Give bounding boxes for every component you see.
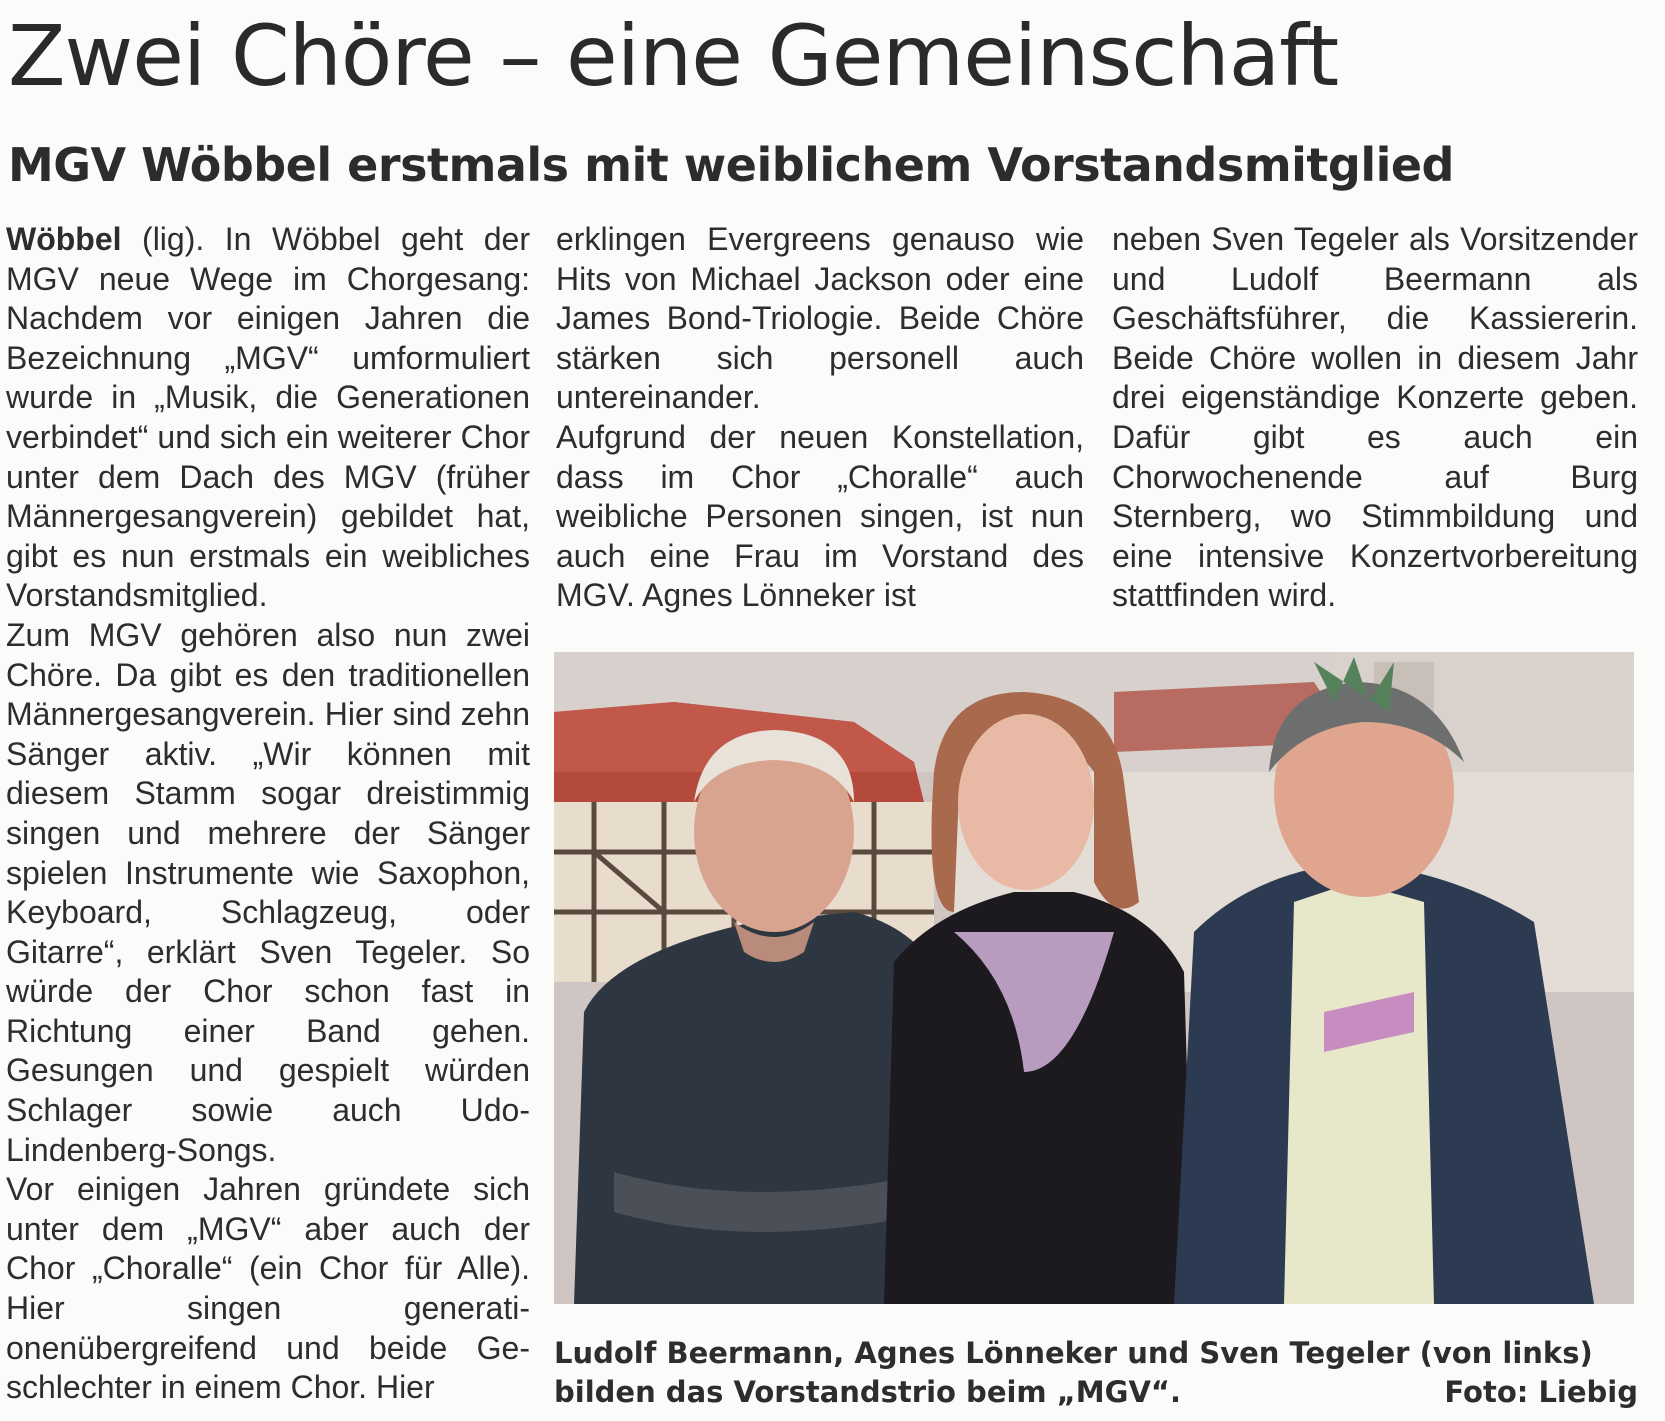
paragraph: Vor einigen Jahren gründete sich unter dem „MGV“ aber auch der Chor „Choralle“ (ein Chor für Alle). Hier singen generationenübergreifend und beide Geschlechter in einem Chor. Hier [6, 1171, 530, 1406]
paragraph: neben Sven Tegeler als Vorsitzender und Ludolf Beermann als Geschäftsführer, die Kassiererin. Beide Chöre wollen in diesem Jahr drei eigenständige Konzerte geben. Dafür gibt es auch ein Chorwochenende auf Burg Sternberg, wo Stimmbildung und eine intensive Konzertvorbereitung stattfinden wird. [1112, 221, 1638, 614]
headline: Zwei Chöre – eine Gemeinschaft [8, 7, 1339, 105]
article-column-2 [556, 220, 1084, 616]
paragraph: erklingen Evergreens genauso wie Hits von Michael Jackson oder eine James Bond-Triologie. Beide Chöre stärken sich personell auch untereinander. [556, 221, 1084, 416]
photo-credit: Foto: Liebig [1444, 1375, 1638, 1409]
photo-illustration [554, 652, 1634, 1304]
paragraph: Aufgrund der neuen Konstellation, dass im Chor „Choralle“ auch weibliche Personen singen, ist nun auch eine Frau im Vorstand des MGV. Agnes Lönneker ist [556, 418, 1084, 614]
dateline: Wöbbel [6, 221, 122, 257]
article-photo [554, 652, 1634, 1304]
article-column-1 [6, 220, 530, 1408]
caption-line-2: bilden das Vorstandstrio beim „MGV“. [554, 1375, 1181, 1409]
caption-line-1: Ludolf Beermann, Agnes Lönneker und Sven Tegeler (von links) [554, 1336, 1593, 1370]
paragraph: Zum MGV gehören also nun zwei Chöre. Da gibt es den traditionellen Männergesangverein. Hier sind zehn Sänger aktiv. „Wir können mit diesem Stamm sogar dreistimmig singen und mehrere der Sänger spielen Instrumente wie Saxophon, Keyboard, Schlagzeug, oder Gitarre“, erklärt Sven Tegeler. So würde der Chor schon fast in Richtung einer Band gehen. Gesungen und gespielt würden Schlager sowie auch Udo-Lindenberg-Songs. [6, 616, 530, 1168]
paragraph-text: (lig). In Wöbbel geht der MGV neue Wege im Chorgesang: Nachdem vor einigen Jahren die Bezeichnung „MGV“ umformuliert wurde in „Musik, die Generationen verbindet“ und sich ein weiterer Chor unter dem Dach des MGV (früher Männergesangverein) gebildet hat, gibt es nun erstmals ein weibliches Vorstandsmitglied. [6, 221, 530, 614]
paragraph [6, 220, 530, 616]
article-column-3 [1112, 220, 1638, 616]
subheadline: MGV Wöbbel erstmals mit weiblichem Vorstandsmitglied [8, 138, 1454, 192]
